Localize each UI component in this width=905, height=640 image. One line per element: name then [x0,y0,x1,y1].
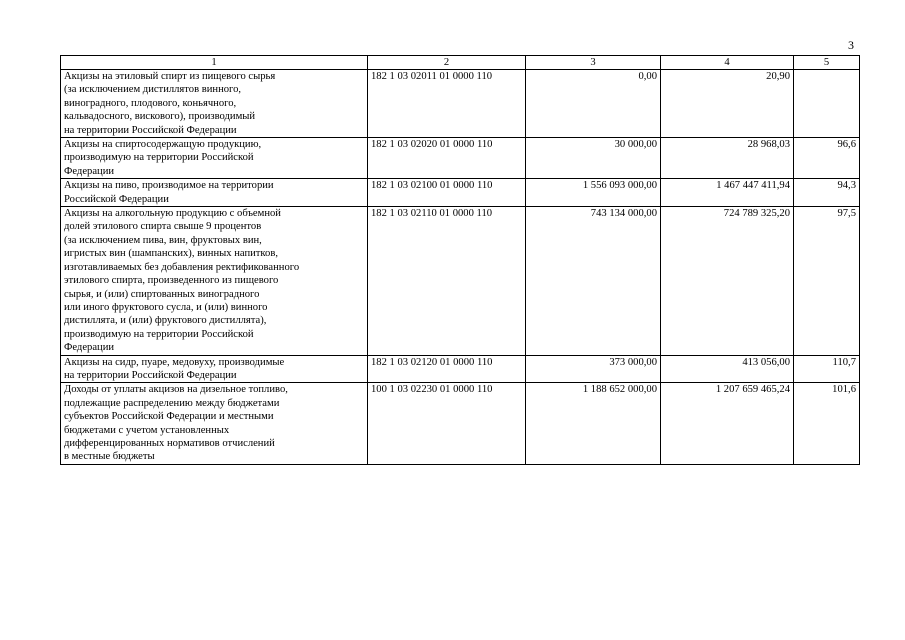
planned-amount: 373 000,00 [526,355,661,383]
description-line: Акцизы на пиво, производимое на территории [64,180,274,192]
actual-amount: 20,90 [661,70,794,138]
table-row [61,383,860,464]
budget-classification-code: 182 1 03 02100 01 0000 110 [368,179,526,207]
planned-amount: 743 134 000,00 [526,207,661,355]
column-header-4: 4 [661,56,794,70]
description-line: дифференцированных нормативов отчислений [64,437,275,449]
revenue-description [61,383,368,464]
description-line: Акцизы на спиртосодержащую продукцию, [64,139,262,151]
actual-amount: 724 789 325,20 [661,207,794,355]
planned-amount: 0,00 [526,70,661,138]
column-header-5: 5 [794,56,860,70]
description-line: кальвадосного, вискового), производимый [64,111,256,123]
budget-classification-code: 182 1 03 02020 01 0000 110 [368,138,526,179]
revenue-description [61,138,368,179]
actual-amount: 1 207 659 465,24 [661,383,794,464]
budget-classification-code: 182 1 03 02120 01 0000 110 [368,355,526,383]
column-header-1: 1 [61,56,368,70]
page-number: 3 [848,38,854,52]
description-line: (за исключением пива, вин, фруктовых вин, [64,234,262,246]
planned-amount: 1 188 652 000,00 [526,383,661,464]
execution-percent [794,70,860,138]
description-line: Российской Федерации [64,193,169,205]
budget-classification-code: 182 1 03 02110 01 0000 110 [368,207,526,355]
revenue-description [61,207,368,355]
description-line: Федерации [64,165,115,177]
description-line: Доходы от уплаты акцизов на дизельное топливо, [64,384,288,396]
description-line: (за исключением дистиллятов винного, [64,84,242,96]
description-line: дистиллята, и (или) фруктового дистиллята), [64,315,267,327]
description-line: Акцизы на этиловый спирт из пищевого сырья [64,71,276,82]
column-header-3: 3 [526,56,661,70]
description-line: изготавливаемых без добавления ректификованного [64,261,300,273]
budget-classification-code: 182 1 03 02011 01 0000 110 [368,70,526,138]
description-line: Акцизы на алкогольную продукцию с объемной [64,208,281,220]
actual-amount: 413 056,00 [661,355,794,383]
description-line: Федерации [64,342,115,354]
description-line: на территории Российской Федерации [64,124,237,136]
description-line: производимую на территории Российской [64,328,254,340]
description-line: в местные бюджеты [64,451,155,463]
revenue-description [61,355,368,383]
table-header-row [61,56,860,70]
description-line: производимую на территории Российской [64,152,254,164]
table-body [61,70,860,465]
revenue-description [61,70,368,138]
revenue-description [61,179,368,207]
description-line: виноградного, плодового, коньячного, [64,97,237,109]
column-header-2: 2 [368,56,526,70]
description-line: бюджетами с учетом установленных [64,424,230,436]
table-row [61,355,860,383]
execution-percent: 101,6 [794,383,860,464]
actual-amount: 28 968,03 [661,138,794,179]
planned-amount: 1 556 093 000,00 [526,179,661,207]
description-line: этилового спирта, произведенного из пищевого [64,275,279,287]
description-line: подлежащие распределению между бюджетами [64,397,280,409]
budget-classification-code: 100 1 03 02230 01 0000 110 [368,383,526,464]
description-line: на территории Российской Федерации [64,369,237,381]
description-line: игристых вин (шампанских), винных напитков, [64,248,278,260]
description-line: долей этилового спирта свыше 9 процентов [64,221,262,233]
actual-amount: 1 467 447 411,94 [661,179,794,207]
execution-percent: 97,5 [794,207,860,355]
execution-percent: 94,3 [794,179,860,207]
description-line: субъектов Российской Федерации и местными [64,411,274,423]
execution-percent: 96,6 [794,138,860,179]
description-line: или иного фруктового сусла, и (или) винного [64,301,268,313]
table-row [61,207,860,355]
planned-amount: 30 000,00 [526,138,661,179]
revenue-table [60,55,860,465]
table-row [61,70,860,138]
table-row [61,179,860,207]
description-line: Акцизы на сидр, пуаре, медовуху, производимые [64,356,285,368]
table-row [61,138,860,179]
execution-percent: 110,7 [794,355,860,383]
description-line: сырья, и (или) спиртованных виноградного [64,288,260,300]
